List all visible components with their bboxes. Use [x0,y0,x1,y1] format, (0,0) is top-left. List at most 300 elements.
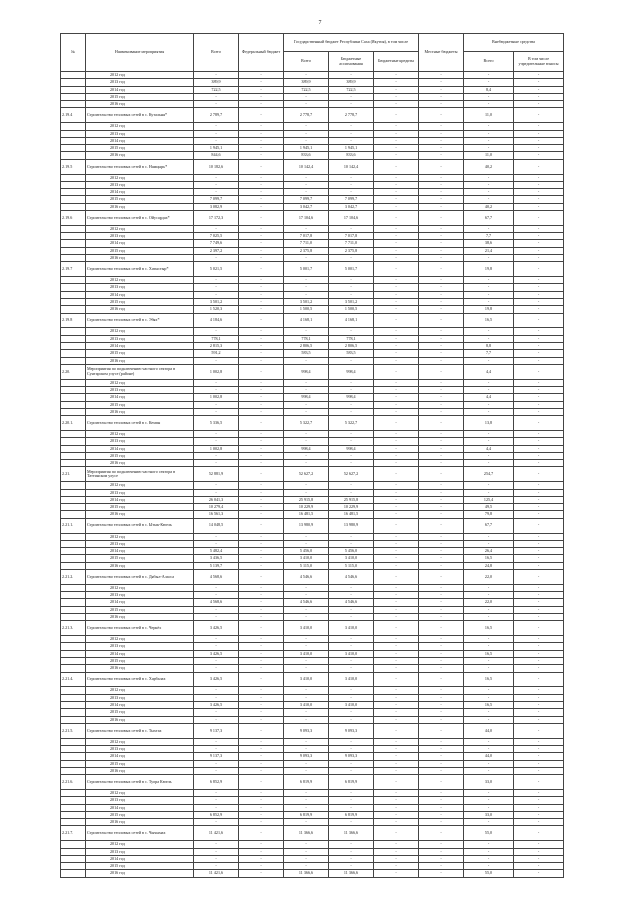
year-label: 2014 год [86,496,194,503]
amount-cell: - [374,108,419,123]
amount-cell: 3 410,0 [329,701,374,708]
year-row [61,841,564,848]
amount-cell: - [514,108,564,123]
amount-cell: - [419,863,464,870]
amount-cell: - [239,291,284,298]
year-label: 2013 год [86,335,194,342]
year-row [61,240,564,247]
amount-cell: - [284,130,329,137]
amount-cell: - [419,335,464,342]
amount-cell: - [514,767,564,774]
amount-cell: - [374,672,419,687]
amount-cell: 6 852,9 [194,775,239,790]
amount-cell: 1 002,8 [194,394,239,401]
amount-cell: 7,7 [464,350,514,357]
amount-cell: 8,8 [464,343,514,350]
amount-cell: - [284,636,329,643]
amount-cell: - [419,430,464,437]
amount-cell: - [284,101,329,108]
year-row [61,855,564,862]
amount-cell: 722,5 [284,86,329,93]
amount-cell: - [329,745,374,752]
year-label: 2014 год [86,137,194,144]
amount-cell: - [514,262,564,277]
amount-cell: - [464,643,514,650]
year-row [61,797,564,804]
amount-cell: - [374,855,419,862]
amount-cell: - [374,797,419,804]
amount-cell: 55,0 [464,870,514,877]
amount-cell: - [419,130,464,137]
amount-cell: - [374,511,419,518]
amount-cell: - [374,753,419,760]
item-number: 2.19.6 [61,211,86,226]
item-number [61,606,86,613]
amount-cell: 7 099,7 [284,196,329,203]
year-label: 2014 год [86,394,194,401]
year-row [61,408,564,415]
amount-cell: - [239,745,284,752]
amount-cell: 7 099,7 [194,196,239,203]
amount-cell: - [194,643,239,650]
amount-cell: - [464,687,514,694]
amount-cell: - [194,533,239,540]
amount-cell: 4,4 [464,394,514,401]
item-number [61,584,86,591]
amount-cell: - [419,753,464,760]
item-number [61,657,86,664]
amount-cell: - [374,467,419,482]
amount-cell: - [464,665,514,672]
item-number [61,86,86,93]
year-row [61,401,564,408]
amount-cell: - [239,350,284,357]
amount-cell: - [239,159,284,174]
amount-cell: - [514,870,564,877]
amount-cell: 3 501,2 [284,299,329,306]
amount-cell: 1 520,3 [194,306,239,313]
amount-cell: - [284,328,329,335]
activity-name: Строительство тепловых сетей в с. Кемпн [86,416,194,431]
amount-cell: - [239,277,284,284]
year-label: 2014 год [86,240,194,247]
amount-cell: 19,8 [464,262,514,277]
item-number [61,452,86,459]
amount-cell: - [329,408,374,415]
amount-cell: 17 172,3 [194,211,239,226]
amount-cell: - [419,723,464,738]
item-number: 2.21.7. [61,826,86,841]
amount-cell: 5 115,0 [329,562,374,569]
activity-name: Мероприятия по подключению частного сектора в Сунтарском улусе (районе) [86,364,194,379]
item-number: 2.19.5 [61,159,86,174]
year-label: 2012 год [86,277,194,284]
amount-cell: - [374,145,419,152]
amount-cell: - [464,386,514,393]
header-local: Местные бюджеты [419,34,464,72]
amount-cell: 24,8 [464,562,514,569]
year-row [61,299,564,306]
amount-cell: - [284,592,329,599]
item-number [61,137,86,144]
amount-cell: - [464,145,514,152]
year-label: 2016 год [86,562,194,569]
amount-cell: 5 322,7 [284,416,329,431]
amount-cell: - [239,247,284,254]
header-federal: Федеральный бюджет [239,34,284,72]
amount-cell: - [464,357,514,364]
amount-cell: - [374,775,419,790]
year-label: 2013 год [86,284,194,291]
item-number [61,548,86,555]
amount-cell: - [284,841,329,848]
amount-cell: - [514,379,564,386]
amount-cell: - [374,848,419,855]
amount-cell: - [239,804,284,811]
amount-cell: - [239,518,284,533]
amount-cell: 5 001,7 [284,262,329,277]
amount-cell: - [374,570,419,585]
amount-cell: - [464,716,514,723]
amount-cell: - [419,255,464,262]
year-row [61,72,564,79]
amount-cell: 591,2 [194,350,239,357]
item-number [61,152,86,159]
year-row [61,694,564,701]
amount-cell: - [514,504,564,511]
amount-cell: - [514,240,564,247]
year-row [61,335,564,342]
item-number [61,350,86,357]
year-label: 2016 год [86,152,194,159]
amount-cell: - [374,504,419,511]
amount-cell: - [239,196,284,203]
amount-cell: - [514,482,564,489]
year-row [61,328,564,335]
amount-cell: - [514,225,564,232]
amount-cell: - [514,540,564,547]
header-offbudget: Внебюджетные средства [464,34,564,52]
amount-cell: - [419,247,464,254]
amount-cell: - [284,797,329,804]
amount-cell: - [514,489,564,496]
amount-cell: - [194,760,239,767]
amount-cell: - [194,482,239,489]
amount-cell: - [464,72,514,79]
amount-cell: - [374,438,419,445]
year-row [61,79,564,86]
year-label: 2016 год [86,357,194,364]
amount-cell: 5 021,5 [194,262,239,277]
amount-cell: 2 806,5 [329,343,374,350]
amount-cell: - [419,599,464,606]
amount-cell: - [464,101,514,108]
amount-cell: - [419,196,464,203]
amount-cell: - [419,819,464,826]
amount-cell: - [419,291,464,298]
year-label: 2013 год [86,797,194,804]
amount-cell: - [419,386,464,393]
amount-cell: 40,2 [464,159,514,174]
activity-name: Мероприятия по подключению частного сектора в Таттинском улусе [86,467,194,482]
amount-cell: - [464,533,514,540]
amount-cell: - [374,614,419,621]
amount-cell: - [419,870,464,877]
amount-cell: - [239,284,284,291]
amount-cell: 998,4 [284,364,329,379]
amount-cell: - [514,159,564,174]
amount-cell: 2 397,2 [194,247,239,254]
amount-cell: - [194,379,239,386]
amount-cell: - [514,123,564,130]
amount-cell: - [284,379,329,386]
amount-cell: - [194,540,239,547]
header-name: Наименование мероприятия [86,34,194,72]
amount-cell: - [194,174,239,181]
amount-cell: - [329,848,374,855]
year-row [61,592,564,599]
activity-name: Строительство тепловых сетей в с. Черкёх [86,621,194,636]
amount-cell: - [329,665,374,672]
year-row [61,636,564,643]
amount-cell: - [284,767,329,774]
amount-cell: - [239,416,284,431]
amount-cell: - [464,438,514,445]
amount-cell: 2 778,7 [329,108,374,123]
amount-cell: - [329,855,374,862]
amount-cell: 583,5 [284,350,329,357]
amount-cell: - [284,614,329,621]
amount-cell: - [464,255,514,262]
amount-cell: - [239,504,284,511]
amount-cell: - [374,540,419,547]
amount-cell: - [374,86,419,93]
amount-cell: - [239,540,284,547]
item-number [61,614,86,621]
amount-cell: 125,4 [464,496,514,503]
amount-cell: - [419,284,464,291]
year-label: 2015 год [86,401,194,408]
amount-cell: - [514,277,564,284]
amount-cell: - [514,592,564,599]
amount-cell: - [239,584,284,591]
amount-cell: - [514,745,564,752]
amount-cell: 7,7 [464,233,514,240]
amount-cell: - [194,460,239,467]
amount-cell: - [514,328,564,335]
item-number [61,394,86,401]
amount-cell: 33,0 [464,775,514,790]
year-label: 2015 год [86,863,194,870]
amount-cell: - [419,489,464,496]
amount-cell: 10 229,9 [329,504,374,511]
item-number [61,255,86,262]
year-row [61,350,564,357]
amount-cell: - [514,137,564,144]
amount-cell: - [514,79,564,86]
amount-cell: - [284,863,329,870]
year-row [61,819,564,826]
amount-cell: - [329,174,374,181]
activity-name: Строительство тепловых сетей в с. Намцырь* [86,159,194,174]
amount-cell: - [329,101,374,108]
year-label: 2015 год [86,606,194,613]
amount-cell: - [419,93,464,100]
amount-cell: - [194,804,239,811]
amount-cell: - [419,357,464,364]
amount-cell: - [419,584,464,591]
amount-cell: - [374,430,419,437]
item-number [61,848,86,855]
item-number: 2.19.4 [61,108,86,123]
amount-cell: - [329,797,374,804]
amount-cell: - [284,540,329,547]
amount-cell: 14 048,5 [194,518,239,533]
year-row [61,394,564,401]
amount-cell: 16,5 [464,650,514,657]
year-row [61,789,564,796]
activity-name: Строительство тепловых сетей в с. Харбалах [86,672,194,687]
amount-cell: - [239,687,284,694]
year-row [61,533,564,540]
amount-cell: - [514,723,564,738]
amount-cell: 3 042,7 [284,203,329,210]
activity-name: Строительство тепловых сетей в с. Эбях* [86,313,194,328]
amount-cell: - [514,452,564,459]
activity-name: Строительство тепловых сетей в с. Дябыл-Аласса [86,570,194,585]
amount-cell: - [374,152,419,159]
amount-cell: - [464,482,514,489]
item-number [61,599,86,606]
item-number: 2.21.4. [61,672,86,687]
year-label: 2013 год [86,489,194,496]
item-number [61,863,86,870]
amount-cell: - [419,826,464,841]
year-row [61,277,564,284]
amount-cell: 26 041,3 [194,496,239,503]
amount-cell: - [419,79,464,86]
amount-cell: 9 137,3 [194,723,239,738]
amount-cell: - [514,189,564,196]
amount-cell: 4 546,6 [284,570,329,585]
amount-cell: - [464,137,514,144]
amount-cell: - [194,738,239,745]
amount-cell: 7 017,8 [329,233,374,240]
amount-cell: - [374,277,419,284]
year-label: 2013 год [86,540,194,547]
amount-cell: - [239,364,284,379]
activity-name: Строительство тепловых сетей в с. Ытык-Кюель [86,518,194,533]
item-number [61,291,86,298]
amount-cell: 998,4 [329,394,374,401]
amount-cell: - [284,174,329,181]
year-label: 2015 год [86,350,194,357]
amount-cell: - [514,72,564,79]
amount-cell: 5 482,4 [194,548,239,555]
amount-cell: - [239,665,284,672]
item-number [61,687,86,694]
year-label: 2016 год [86,460,194,467]
amount-cell: - [374,826,419,841]
amount-cell: - [514,211,564,226]
amount-cell: 3 410,0 [284,555,329,562]
amount-cell: - [514,621,564,636]
amount-cell: 998,4 [329,445,374,452]
amount-cell: - [284,357,329,364]
item-number [61,174,86,181]
amount-cell: - [374,394,419,401]
item-number [61,79,86,86]
amount-cell: - [374,159,419,174]
item-number [61,511,86,518]
amount-cell: 52 627,2 [329,467,374,482]
year-row [61,650,564,657]
amount-cell: - [239,181,284,188]
amount-cell: - [284,284,329,291]
year-row [61,445,564,452]
amount-cell: - [284,848,329,855]
amount-cell: - [419,72,464,79]
activity-row [61,262,564,277]
activity-row [61,672,564,687]
amount-cell: - [194,694,239,701]
amount-cell: - [194,709,239,716]
amount-cell: - [514,819,564,826]
amount-cell: - [284,687,329,694]
amount-cell: 5 456,0 [329,548,374,555]
item-number: 2.19.8 [61,313,86,328]
amount-cell: - [374,452,419,459]
year-label: 2016 год [86,819,194,826]
amount-cell: - [194,855,239,862]
item-number [61,811,86,818]
amount-cell: - [419,496,464,503]
activity-row [61,159,564,174]
amount-cell: 26,4 [464,548,514,555]
amount-cell: - [239,240,284,247]
year-row [61,225,564,232]
amount-cell: - [514,284,564,291]
amount-cell: - [419,108,464,123]
amount-cell: - [374,291,419,298]
item-number [61,694,86,701]
amount-cell: 9 093,3 [329,753,374,760]
amount-cell: - [329,130,374,137]
amount-cell: 4 546,6 [329,599,374,606]
amount-cell: 79,8 [464,511,514,518]
item-number [61,277,86,284]
amount-cell: - [514,394,564,401]
amount-cell: - [329,452,374,459]
amount-cell: 13 980,9 [284,518,329,533]
amount-cell: - [374,401,419,408]
year-row [61,181,564,188]
year-row [61,811,564,818]
item-number [61,247,86,254]
amount-cell: - [194,277,239,284]
amount-cell: 49,5 [464,504,514,511]
amount-cell: - [329,716,374,723]
amount-cell: 998,4 [284,394,329,401]
amount-cell: - [419,606,464,613]
item-number [61,819,86,826]
amount-cell: - [464,760,514,767]
amount-cell: - [239,152,284,159]
item-number [61,540,86,547]
year-label: 2012 год [86,789,194,796]
year-label: 2015 год [86,93,194,100]
amount-cell: 11 421,6 [194,826,239,841]
